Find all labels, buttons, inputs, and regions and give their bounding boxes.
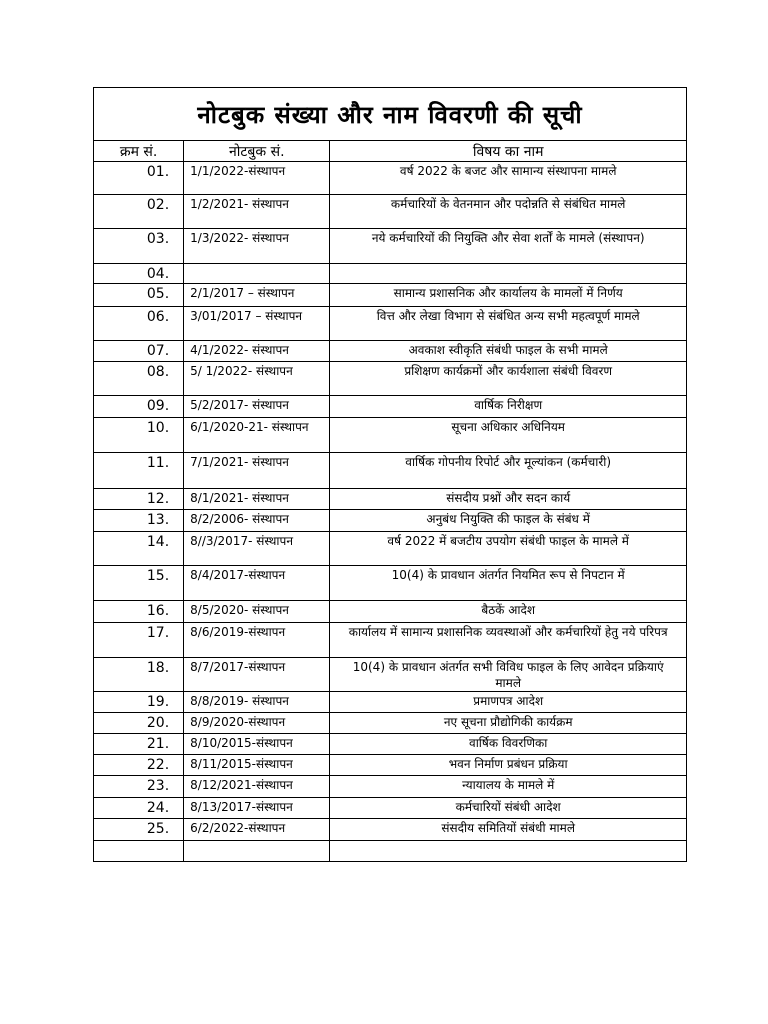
table-row	[94, 755, 687, 776]
row-file-no: 5/2/2017- संस्थापन	[184, 396, 330, 418]
row-file-no: 8/10/2015-संस्थापन	[184, 734, 330, 755]
row-serial: 20.	[94, 713, 184, 734]
row-name: संसदीय समितियों संबंधी मामले	[330, 819, 687, 841]
row-serial: 07.	[94, 341, 184, 362]
row-serial: 16.	[94, 601, 184, 623]
empty-cell	[184, 841, 330, 862]
table-row	[94, 692, 687, 713]
row-name: 10(4) के प्रावधान अंतर्गत सभी विविध फाइल के लिए आवेदन प्रक्रियाएं मामले	[330, 658, 687, 692]
row-serial: 15.	[94, 566, 184, 601]
row-name: बैठकें आदेश	[330, 601, 687, 623]
table-row	[94, 264, 687, 284]
row-serial: 22.	[94, 755, 184, 776]
row-name: नए सूचना प्रौद्योगिकी कार्यक्रम	[330, 713, 687, 734]
table-row	[94, 532, 687, 566]
row-name: अनुबंध नियुक्ति की फाइल के संबंध में	[330, 510, 687, 532]
row-name: प्रशिक्षण कार्यक्रमों और कार्यशाला संबंधी विवरण	[330, 362, 687, 396]
row-name: सूचना अधिकार अधिनियम	[330, 418, 687, 453]
row-name: वर्ष 2022 में बजटीय उपयोग संबंधी फाइल के मामले में	[330, 532, 687, 566]
row-serial: 13.	[94, 510, 184, 532]
table-row	[94, 307, 687, 341]
row-file-no: 7/1/2021- संस्थापन	[184, 453, 330, 489]
row-serial: 23.	[94, 776, 184, 798]
row-serial: 24.	[94, 798, 184, 819]
row-file-no: 8/11/2015-संस्थापन	[184, 755, 330, 776]
header-serial: क्रम सं.	[94, 141, 184, 162]
row-name: वित्त और लेखा विभाग से संबंधित अन्य सभी महत्वपूर्ण मामले	[330, 307, 687, 341]
row-serial: 14.	[94, 532, 184, 566]
row-file-no: 1/2/2021- संस्थापन	[184, 195, 330, 229]
row-file-no: 1/1/2022-संस्थापन	[184, 162, 330, 195]
table-row	[94, 734, 687, 755]
row-file-no: 6/1/2020-21- संस्थापन	[184, 418, 330, 453]
row-name: भवन निर्माण प्रबंधन प्रक्रिया	[330, 755, 687, 776]
row-file-no: 8/9/2020-संस्थापन	[184, 713, 330, 734]
table-row	[94, 819, 687, 841]
row-serial: 25.	[94, 819, 184, 841]
table-row	[94, 362, 687, 396]
row-file-no: 8/7/2017-संस्थापन	[184, 658, 330, 692]
row-file-no: 8//3/2017- संस्थापन	[184, 532, 330, 566]
row-name: वार्षिक गोपनीय रिपोर्ट और मूल्यांकन (कर्मचारी)	[330, 453, 687, 489]
table-row	[94, 510, 687, 532]
row-serial: 11.	[94, 453, 184, 489]
page-title: नोटबुक संख्या और नाम विवरणी की सूची	[94, 88, 687, 141]
row-file-no: 8/1/2021- संस्थापन	[184, 489, 330, 510]
row-serial: 19.	[94, 692, 184, 713]
row-file-no: 8/4/2017-संस्थापन	[184, 566, 330, 601]
empty-cell	[94, 841, 184, 862]
empty-cell	[330, 841, 687, 862]
row-file-no: 6/2/2022-संस्थापन	[184, 819, 330, 841]
table-row	[94, 229, 687, 264]
row-name: कर्मचारियों संबंधी आदेश	[330, 798, 687, 819]
row-name: 10(4) के प्रावधान अंतर्गत नियमित रूप से निपटान में	[330, 566, 687, 601]
row-name: वार्षिक निरीक्षण	[330, 396, 687, 418]
header-name: विषय का नाम	[330, 141, 687, 162]
row-file-no: 5/ 1/2022- संस्थापन	[184, 362, 330, 396]
table-row	[94, 396, 687, 418]
row-file-no: 1/3/2022- संस्थापन	[184, 229, 330, 264]
row-serial: 04.	[94, 264, 184, 284]
row-file-no: 8/12/2021-संस्थापन	[184, 776, 330, 798]
row-file-no: 2/1/2017 – संस्थापन	[184, 284, 330, 307]
row-name: सामान्य प्रशासनिक और कार्यालय के मामलों में निर्णय	[330, 284, 687, 307]
row-serial: 08.	[94, 362, 184, 396]
row-name: वार्षिक विवरणिका	[330, 734, 687, 755]
table-row	[94, 798, 687, 819]
row-name: कार्यालय में सामान्य प्रशासनिक व्यवस्थाओं और कर्मचारियों हेतु नये परिपत्र	[330, 623, 687, 658]
row-serial: 09.	[94, 396, 184, 418]
table-row	[94, 601, 687, 623]
row-serial: 02.	[94, 195, 184, 229]
row-name: वर्ष 2022 के बजट और सामान्य संस्थापना मामले	[330, 162, 687, 195]
table-row	[94, 713, 687, 734]
row-file-no: 8/6/2019-संस्थापन	[184, 623, 330, 658]
row-name: अवकाश स्वीकृति संबंधी फाइल के सभी मामले	[330, 341, 687, 362]
row-name: कर्मचारियों के वेतनमान और पदोन्नति से संबंधित मामले	[330, 195, 687, 229]
table-row	[94, 566, 687, 601]
row-file-no: 8/8/2019- संस्थापन	[184, 692, 330, 713]
row-serial: 10.	[94, 418, 184, 453]
table-row	[94, 623, 687, 658]
table-row	[94, 341, 687, 362]
row-serial: 17.	[94, 623, 184, 658]
table-header-row	[94, 141, 687, 162]
row-serial: 06.	[94, 307, 184, 341]
row-file-no: 4/1/2022- संस्थापन	[184, 341, 330, 362]
table-row	[94, 658, 687, 692]
row-serial: 18.	[94, 658, 184, 692]
table-row	[94, 284, 687, 307]
table-row	[94, 162, 687, 195]
header-file-no: नोटबुक सं.	[184, 141, 330, 162]
table-row-empty	[94, 841, 687, 862]
row-serial: 05.	[94, 284, 184, 307]
row-file-no: 8/13/2017-संस्थापन	[184, 798, 330, 819]
table-row	[94, 418, 687, 453]
row-serial: 01.	[94, 162, 184, 195]
table-row	[94, 195, 687, 229]
table-row	[94, 453, 687, 489]
row-name: संसदीय प्रश्नों और सदन कार्य	[330, 489, 687, 510]
row-name: न्यायालय के मामले में	[330, 776, 687, 798]
row-serial: 03.	[94, 229, 184, 264]
row-name: नये कर्मचारियों की नियुक्ति और सेवा शर्तों के मामले (संस्थापन)	[330, 229, 687, 264]
table-row	[94, 489, 687, 510]
row-file-no: 8/5/2020- संस्थापन	[184, 601, 330, 623]
table-row	[94, 776, 687, 798]
row-name	[330, 264, 687, 284]
notebook-table	[93, 87, 687, 862]
row-name: प्रमाणपत्र आदेश	[330, 692, 687, 713]
row-file-no: 3/01/2017 – संस्थापन	[184, 307, 330, 341]
row-serial: 12.	[94, 489, 184, 510]
notebook-list-sheet	[93, 87, 687, 862]
row-file-no	[184, 264, 330, 284]
row-serial: 21.	[94, 734, 184, 755]
row-file-no: 8/2/2006- संस्थापन	[184, 510, 330, 532]
